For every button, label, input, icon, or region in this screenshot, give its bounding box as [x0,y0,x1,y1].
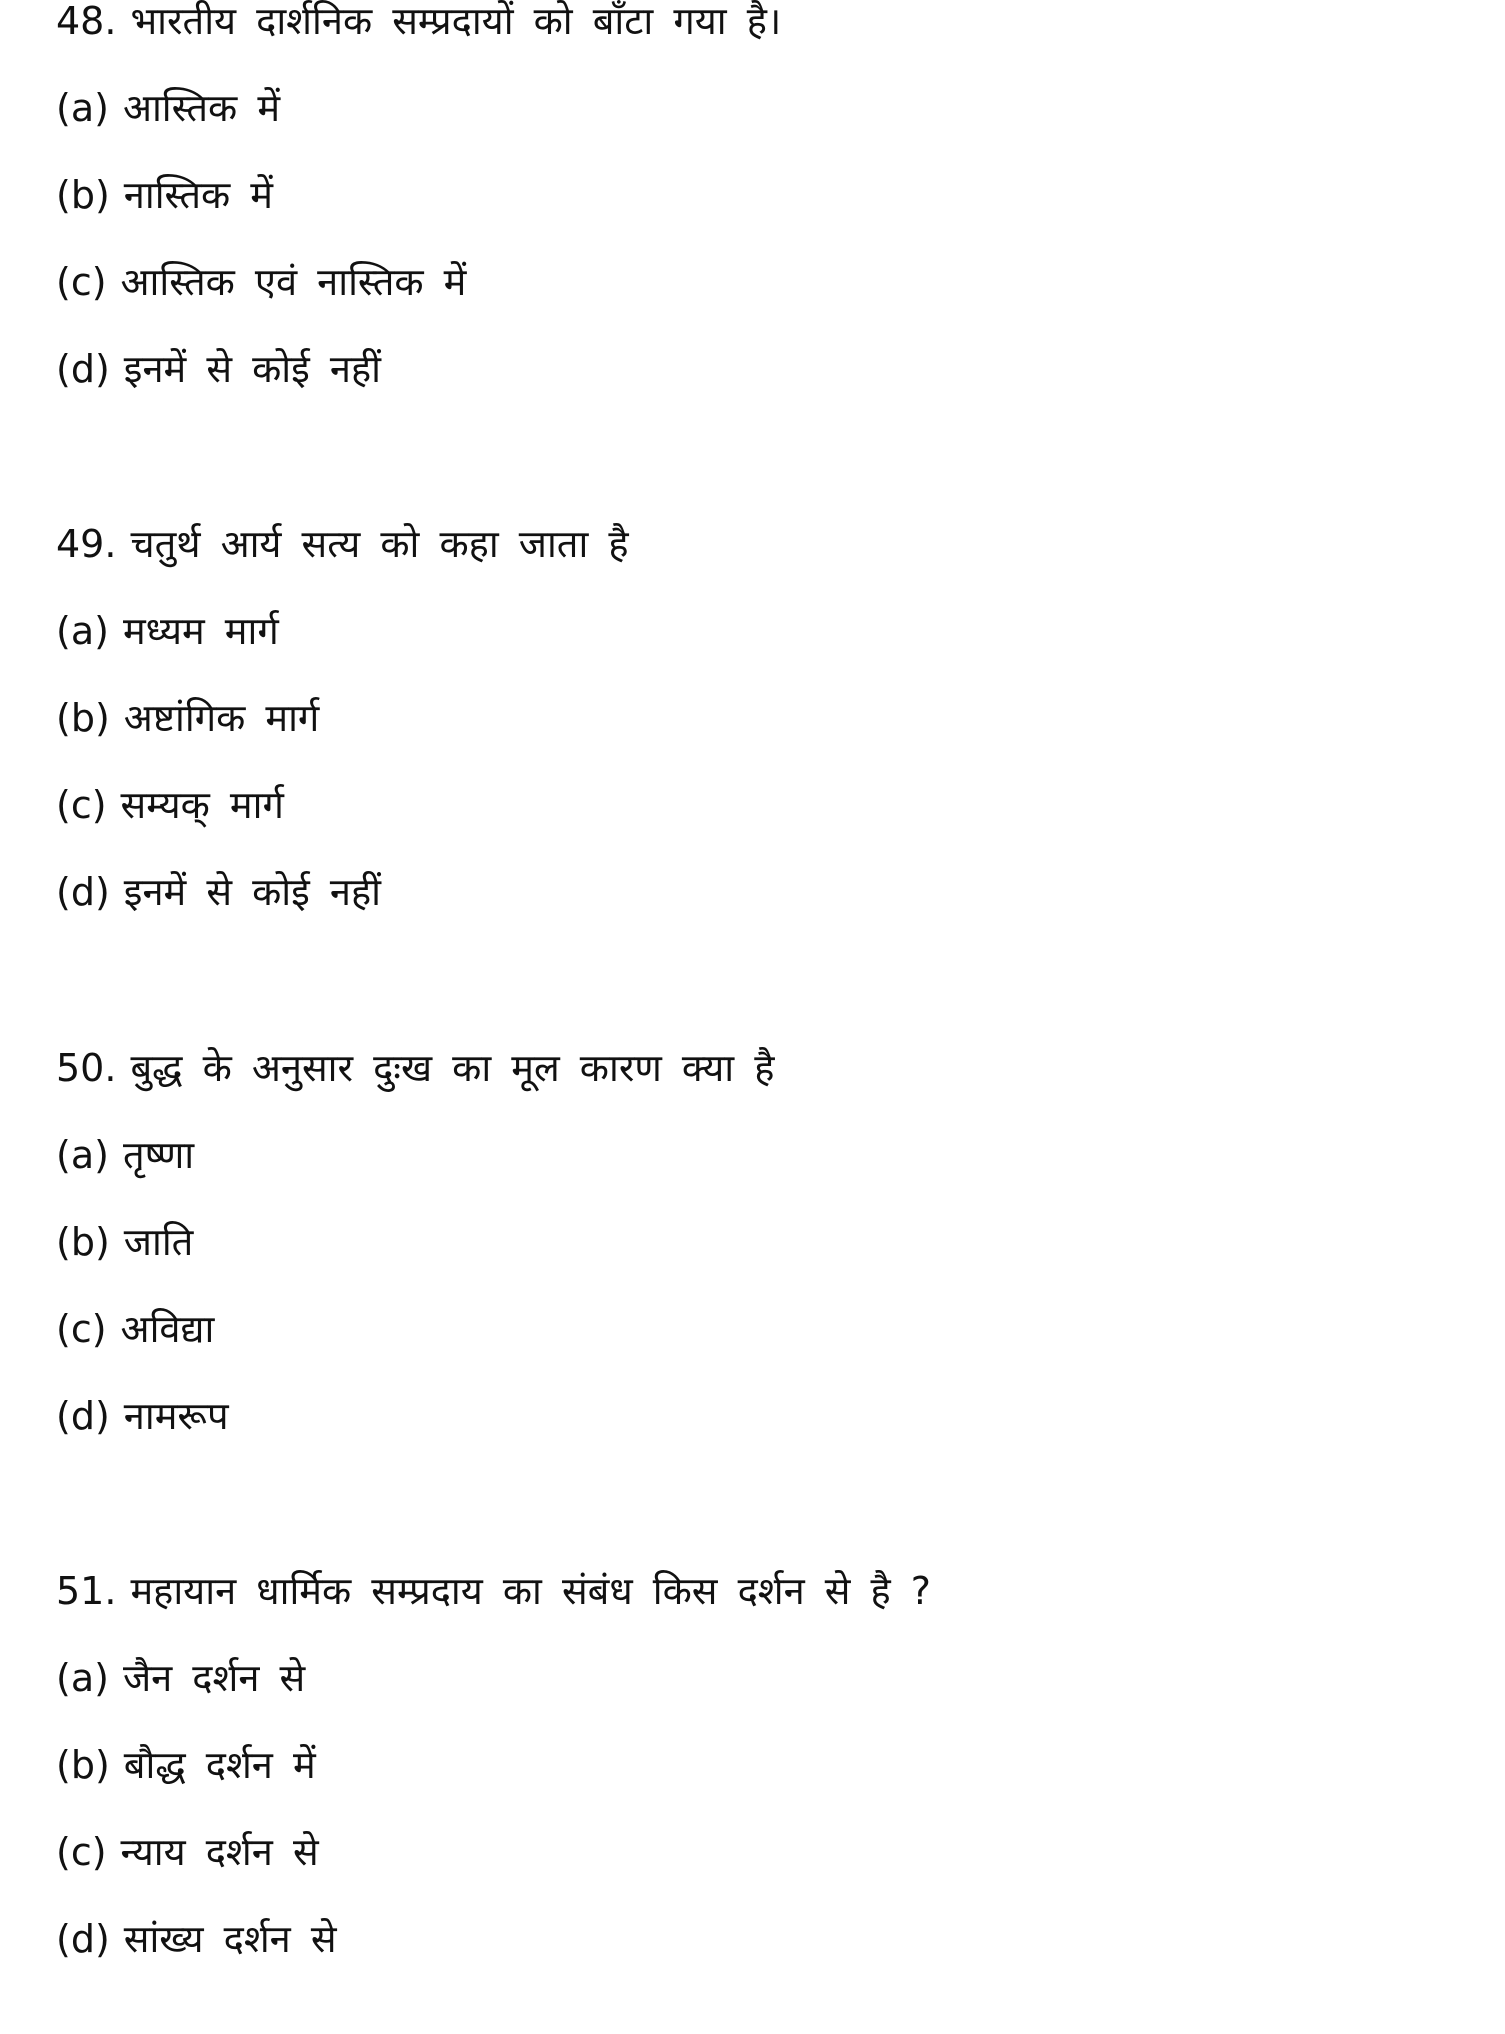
option-a [56,588,1456,675]
option-text: नास्तिक में [123,173,273,217]
option-c [56,762,1456,849]
question-text-line [56,1548,1456,1635]
option-d [56,326,1456,413]
option-text: आस्तिक में [122,86,281,130]
option-label: (b) [56,173,110,217]
question-text-line [56,0,1456,65]
option-label: (a) [56,609,109,653]
option-b [56,1722,1456,1809]
option-text: आस्तिक एवं नास्तिक में [120,260,467,304]
question-text: बुद्ध के अनुसार दुःख का मूल कारण क्या है [130,1046,775,1090]
question-number: 48. [56,0,117,43]
option-label: (c) [56,1830,107,1874]
question-51 [56,1548,1456,1983]
option-label: (a) [56,86,109,130]
option-b [56,675,1456,762]
option-text: तृष्णा [122,1133,195,1177]
option-label: (c) [56,260,107,304]
option-label: (b) [56,1220,110,1264]
option-label: (d) [56,1917,110,1961]
option-b [56,152,1456,239]
option-a [56,1635,1456,1722]
option-d [56,1896,1456,1983]
question-text: महायान धार्मिक सम्प्रदाय का संबंध किस दर्शन से है ? [130,1569,931,1613]
option-label: (b) [56,1743,110,1787]
option-label: (a) [56,1133,109,1177]
question-49 [56,501,1456,936]
option-label: (d) [56,870,110,914]
question-number: 50. [56,1046,117,1090]
question-50 [56,1025,1456,1460]
question-number: 51. [56,1569,117,1613]
option-label: (d) [56,347,110,391]
question-number: 49. [56,522,117,566]
option-a [56,65,1456,152]
option-text: इनमें से कोई नहीं [123,347,381,391]
question-text: चतुर्थ आर्य सत्य को कहा जाता है [130,522,629,566]
option-text: न्याय दर्शन से [120,1830,319,1874]
option-text: अष्टांगिक मार्ग [123,696,320,740]
option-text: नामरूप [123,1394,229,1438]
option-text: मध्यम मार्ग [122,609,279,653]
option-b [56,1199,1456,1286]
option-d [56,849,1456,936]
option-c [56,1809,1456,1896]
option-text: इनमें से कोई नहीं [123,870,381,914]
option-text: अविद्या [120,1307,215,1351]
option-label: (c) [56,783,107,827]
option-text: सांख्य दर्शन से [123,1917,337,1961]
option-label: (a) [56,1656,109,1700]
question-48 [56,0,1456,413]
option-label: (b) [56,696,110,740]
option-d [56,1373,1456,1460]
option-text: बौद्ध दर्शन में [123,1743,316,1787]
option-text: जैन दर्शन से [122,1656,306,1700]
question-text-line [56,1025,1456,1112]
option-text: जाति [123,1220,194,1264]
option-label: (d) [56,1394,110,1438]
option-text: सम्यक् मार्ग [120,783,284,827]
option-c [56,239,1456,326]
question-text: भारतीय दार्शनिक सम्प्रदायों को बाँटा गया है। [130,0,782,43]
option-label: (c) [56,1307,107,1351]
question-text-line [56,501,1456,588]
option-c [56,1286,1456,1373]
option-a [56,1112,1456,1199]
